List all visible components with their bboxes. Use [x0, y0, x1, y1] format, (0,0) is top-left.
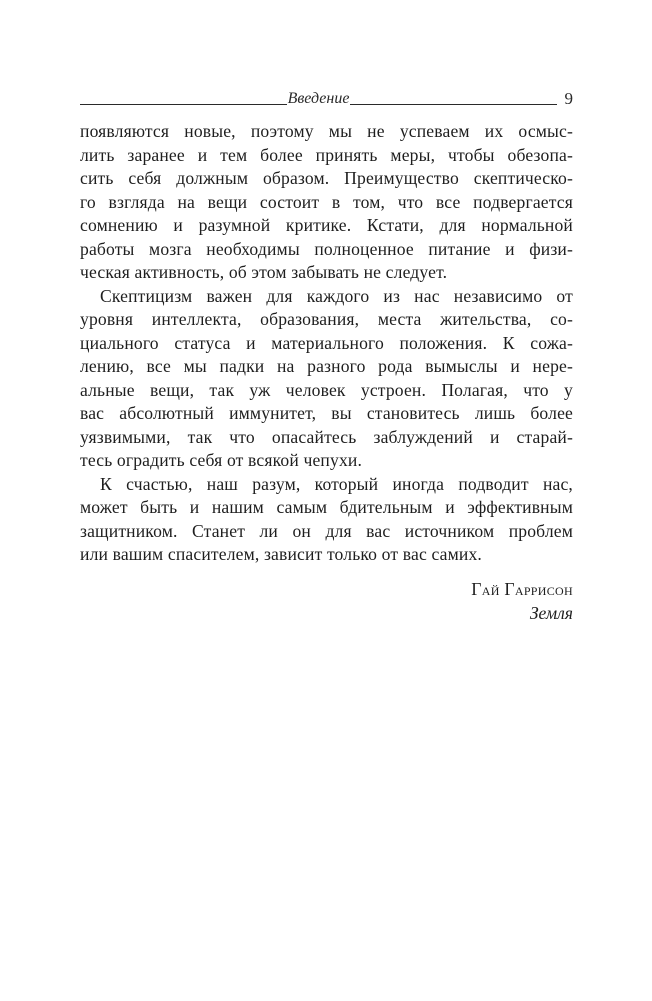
- text-line: уровня интеллекта, образования, места жительства, со-: [80, 309, 573, 329]
- text-line: го взгляда на вещи состоит в том, что все подвергается: [80, 191, 573, 212]
- text-line: лить заранее и тем более принять меры, чтобы обезопа-: [80, 144, 573, 165]
- book-page: [80, 86, 573, 625]
- text-line: появляются новые, поэтому мы не успеваем их осмыс-: [80, 121, 573, 141]
- author-name: Гай Гаррисон: [471, 578, 573, 599]
- text-line: Скептицизм важен для каждого из нас независимо от: [100, 285, 573, 306]
- text-line: защитником. Станет ли он для вас источником проблем: [80, 520, 573, 541]
- text-line: уязвимыми, так что опасайтесь заблуждений и старай-: [80, 426, 573, 447]
- text-line: сить себя должным образом. Преимущество скептическо-: [80, 168, 573, 188]
- text-line: или вашим спасителем, зависит только от вас самих.: [80, 544, 482, 564]
- text-line: работы мозга необходимы полноценное питание и физи-: [80, 238, 573, 259]
- paragraph-2: [80, 285, 573, 473]
- body-text: [80, 120, 573, 567]
- page-number: 9: [564, 89, 574, 108]
- text-line: альные вещи, так уж человек устроен. Полагая, что у: [80, 379, 573, 400]
- header-rule-right: [350, 104, 557, 105]
- text-line: ческая активность, об этом забывать не следует.: [80, 262, 448, 282]
- text-line: может быть и нашим самым бдительным и эффективным: [80, 497, 573, 517]
- text-line: сомнению и разумной критике. Кстати, для нормальной: [80, 215, 573, 235]
- paragraph-1: [80, 120, 573, 285]
- header-rule-left: [80, 104, 287, 105]
- epigraph-attribution: [80, 577, 573, 625]
- text-line: лению, все мы падки на разного рода вымыслы и нере-: [80, 356, 573, 376]
- text-line: вас абсолютный иммунитет, вы становитесь лишь более: [80, 403, 573, 423]
- section-title: Введение: [287, 90, 350, 107]
- running-head: [80, 86, 573, 108]
- paragraph-3: [80, 473, 573, 567]
- text-line: циального статуса и материального положения. К сожа-: [80, 332, 573, 353]
- text-line: К счастью, наш разум, который иногда подводит нас,: [100, 473, 573, 494]
- text-line: тесь оградить себя от всякой чепухи.: [80, 450, 363, 470]
- work-title: Земля: [529, 602, 573, 623]
